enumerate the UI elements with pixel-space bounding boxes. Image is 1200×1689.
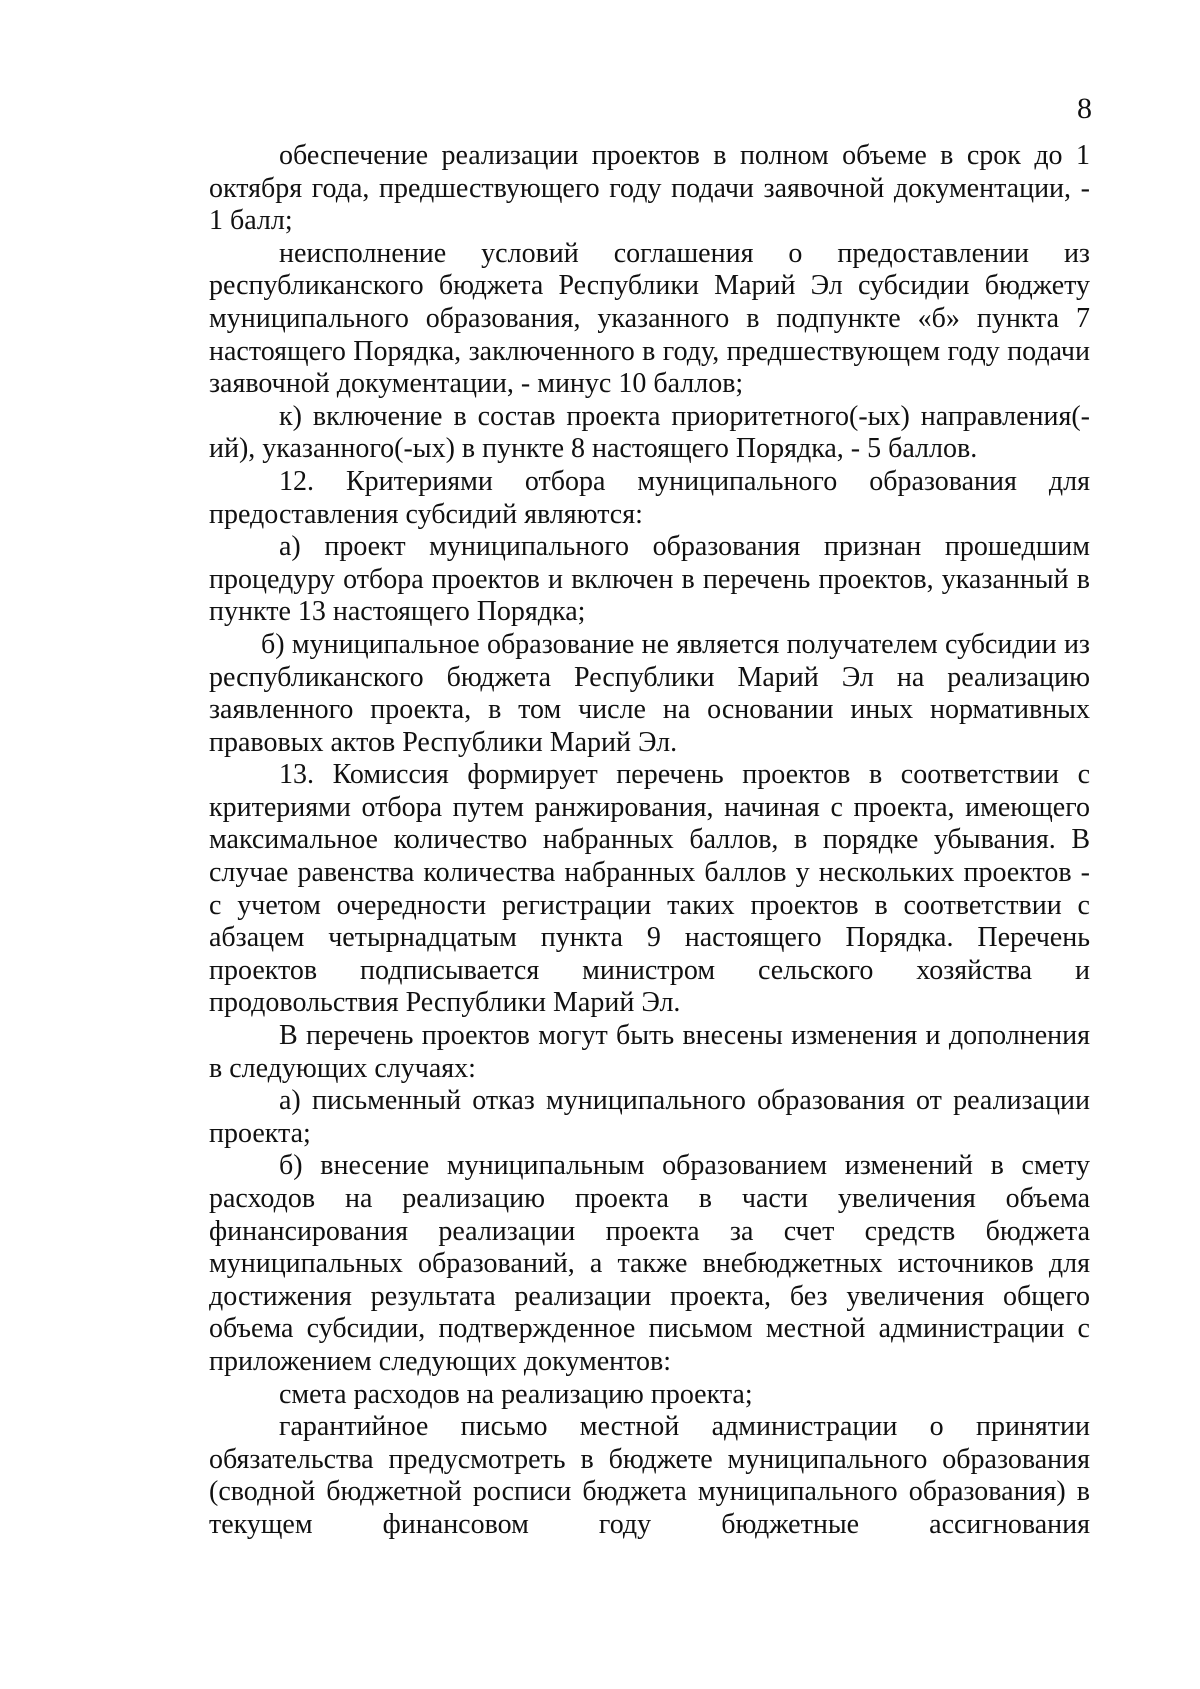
paragraph-agreement-nonfulfillment: неисполнение условий соглашения о предоставлении из республиканского бюджета Республики Марий Эл субсидии бюджету муниципального образования, указанного в подпункте «б» пункта 7 настоящего Порядка, заключенного в году, предшествующем году подачи заявочной документации, - минус 10 баллов; [209,237,1090,400]
page-number: 8 [1077,92,1092,125]
paragraph-item-k: к) включение в состав проекта приоритетного(-ых) направления(-ий), указанного(-ых) в пункте 8 настоящего Порядка, - 5 баллов. [209,400,1090,465]
paragraph-changes-item-b: б) внесение муниципальным образованием изменений в смету расходов на реализацию проекта в части увеличения объема финансирования реализации проекта за счет средств бюджета муниципальных образований, а также внебюджетных источников для достижения результата реализации проекта, без увеличения общего объема субсидии, подтвержденное письмом местной администрации с приложением следующих документов: [209,1150,1090,1377]
paragraph-clause-12: 12. Критериями отбора муниципального образования для предоставления субсидий являются: [209,465,1090,530]
paragraph-clause-13: 13. Комиссия формирует перечень проектов в соответствии с критериями отбора путем ранжирования, начиная с проекта, имеющего максимальное количество набранных баллов, в порядке убывания. В случае равенства количества набранных баллов у нескольких проектов - с учетом очередности регистрации таких проектов в соответствии с абзацем четырнадцатым пункта 9 настоящего Порядка. Перечень проектов подписывается министром сельского хозяйства и продовольствия Республики Марий Эл. [209,759,1090,1019]
paragraph-list-changes: В перечень проектов могут быть внесены изменения и дополнения в следующих случаях: [209,1020,1090,1084]
paragraph-changes-item-a: а) письменный отказ муниципального образования от реализации проекта; [209,1085,1090,1149]
paragraph-timely-implementation: обеспечение реализации проектов в полном объеме в срок до 1 октября года, предшествующего году подачи заявочной документации, - 1 балл; [209,140,1090,237]
paragraph-guarantee-letter: гарантийное письмо местной администрации о принятии обязательства предусмотреть в бюджете муниципального образования (сводной бюджетной росписи бюджета муниципального образования) в текущем финансовом году бюджетные ассигнования [209,1411,1090,1540]
document-body [209,140,1090,1542]
paragraph-clause-12-item-a: а) проект муниципального образования признан прошедшим процедуру отбора проектов и включен в перечень проектов, указанный в пункте 13 настоящего Порядка; [209,531,1090,628]
paragraph-expense-estimate: смета расходов на реализацию проекта; [279,1378,753,1410]
paragraph-clause-12-item-b: б) муниципальное образование не является получателем субсидии из республиканского бюджета Республики Марий Эл на реализацию заявленного проекта, в том числе на основании иных нормативных правовых актов Республики Марий Эл. [209,628,1090,758]
